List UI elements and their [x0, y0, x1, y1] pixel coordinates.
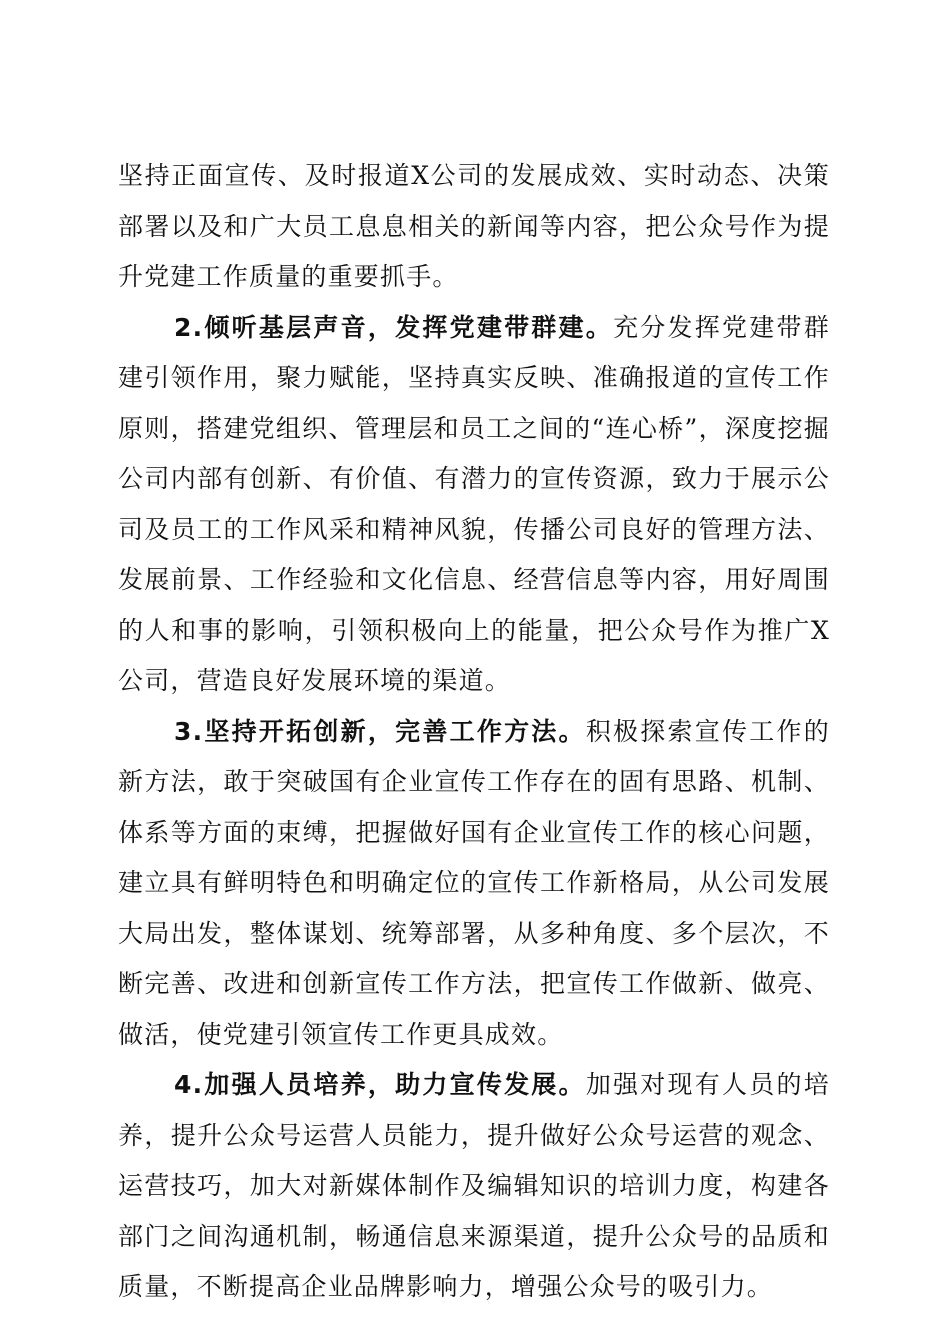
paragraph-2 [118, 303, 830, 707]
paragraph-heading: 3.坚持开拓创新，完善工作方法。 [174, 716, 586, 746]
paragraph-body: 积极探索宣传工作的新方法，敢于突破国有企业宣传工作存在的固有思路、机制、体系等方面的束缚，把握做好国有企业宣传工作的核心问题，建立具有鲜明特色和明确定位的宣传工作新格局，从公司发展大局出发，整体谋划、统筹部署，从多种角度、多个层次，不断完善、改进和创新宣传工作方法，把宣传工作做新、做亮、做活，使党建引领宣传工作更具成效。 [118, 716, 830, 1049]
paragraph-body: 加强对现有人员的培养，提升公众号运营人员能力，提升做好公众号运营的观念、运营技巧，加大对新媒体制作及编辑知识的培训力度，构建各部门之间沟通机制，畅通信息来源渠道，提升公众号的品质和质量，不断提高企业品牌影响力，增强公众号的吸引力。 [118, 1070, 830, 1301]
paragraph-body: 坚持正面宣传、及时报道X公司的发展成效、实时动态、决策部署以及和广大员工息息相关的新闻等内容，把公众号作为提升党建工作质量的重要抓手。 [118, 161, 830, 291]
paragraph-heading: 4.加强人员培养，助力宣传发展。 [174, 1070, 586, 1099]
paragraph-continuation [118, 151, 830, 303]
paragraph-heading: 2.倾听基层声音，发挥党建带群建。 [174, 312, 614, 342]
document-body [118, 151, 830, 1313]
paragraph-4 [118, 1060, 830, 1313]
paragraph-3 [118, 707, 830, 1061]
paragraph-body: 充分发挥党建带群建引领作用，聚力赋能，坚持真实反映、准确报道的宣传工作原则，搭建党组织、管理层和员工之间的“连心桥”，深度挖掘公司内部有创新、有价值、有潜力的宣传资源，致力于展示公司及员工的工作风采和精神风貌，传播公司良好的管理方法、发展前景、工作经验和文化信息、经营信息等内容，用好周围的人和事的影响，引领积极向上的能量，把公众号作为推广X公司，营造良好发展环境的渠道。 [118, 312, 830, 695]
